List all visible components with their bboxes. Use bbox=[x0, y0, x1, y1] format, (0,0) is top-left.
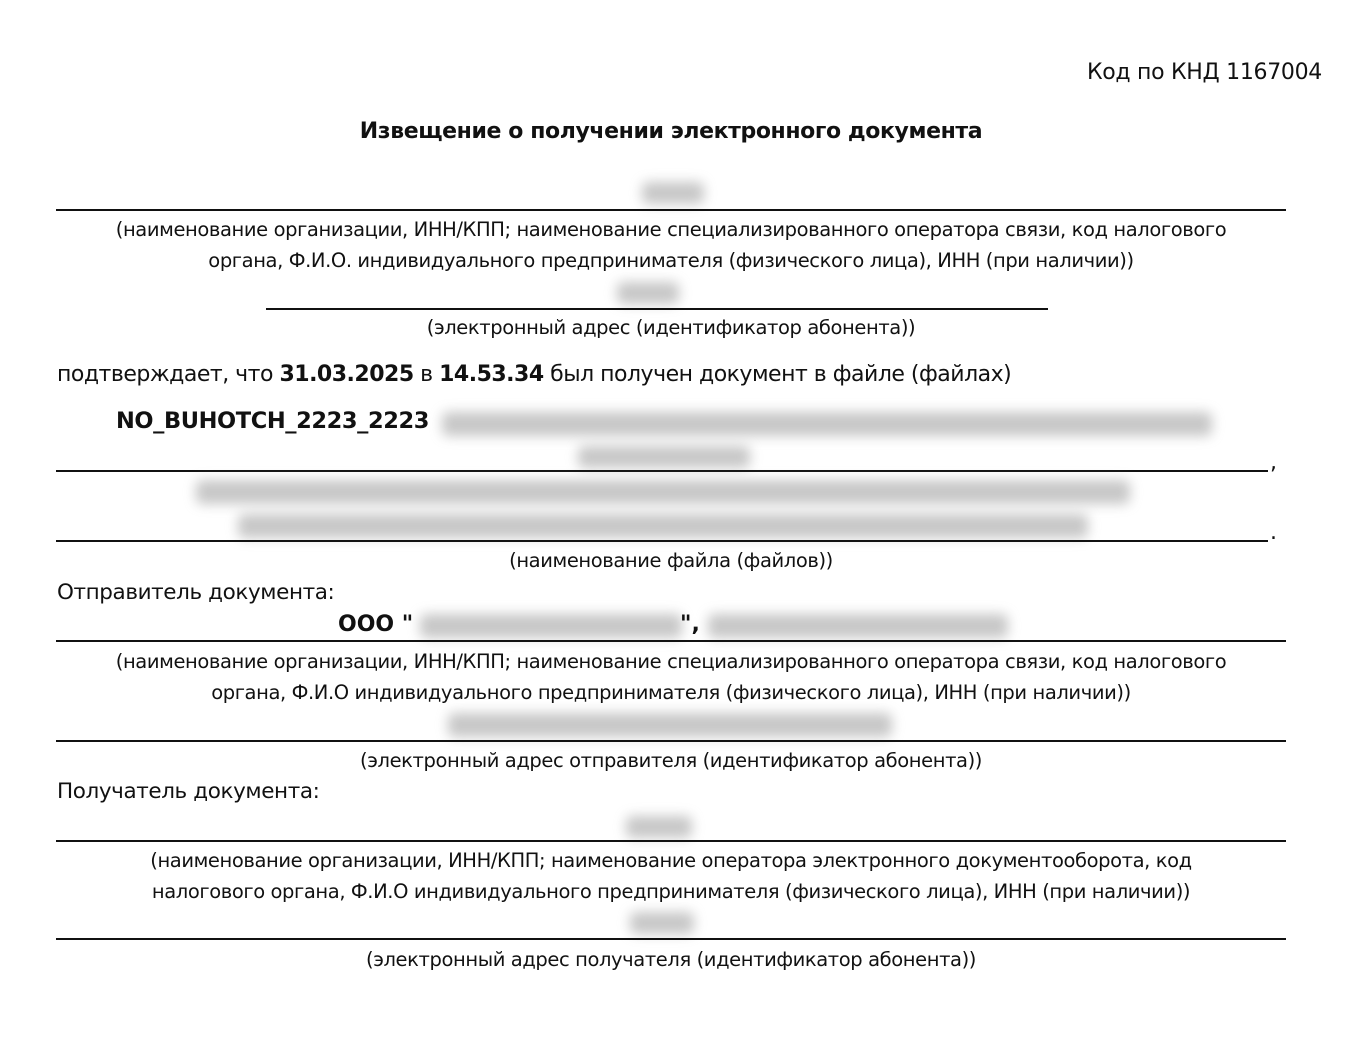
sender-inn-redacted bbox=[708, 614, 1008, 638]
sender-org-name-redacted bbox=[420, 614, 682, 638]
file-names-caption: (наименование файла (файлов)) bbox=[509, 549, 833, 572]
recipient-org-caption bbox=[56, 845, 1286, 907]
receipt-date: 31.03.2025 bbox=[279, 362, 414, 387]
file-name-2-redacted bbox=[196, 480, 1130, 504]
receiver-address-redacted bbox=[617, 282, 679, 304]
confirmation-prefix: подтверждает, что bbox=[57, 362, 280, 387]
confirmation-middle: в bbox=[413, 362, 440, 387]
caption-line: органа, Ф.И.О индивидуального предпринимателя (физического лица), ИНН (при наличии)) bbox=[211, 681, 1131, 704]
caption-line: налогового органа, Ф.И.О индивидуального предпринимателя (физического лица), ИНН (при наличии)) bbox=[151, 880, 1191, 903]
receiver-org-redacted bbox=[642, 182, 704, 204]
file-separator-comma: , bbox=[1270, 450, 1277, 475]
sender-org-prefix: ООО " bbox=[338, 612, 414, 637]
file-name-1-redacted bbox=[442, 412, 1212, 436]
sender-org-line bbox=[56, 640, 1286, 642]
sender-org-caption bbox=[56, 646, 1286, 708]
file-name-1: NO_BUHOTCH_2223_2223 bbox=[116, 408, 430, 434]
file-2-line bbox=[56, 540, 1268, 542]
file-name-2-redacted-line2 bbox=[238, 514, 1088, 538]
recipient-address-line bbox=[56, 938, 1286, 940]
receiver-org-line bbox=[56, 209, 1286, 211]
sender-address-redacted bbox=[448, 713, 892, 737]
recipient-address-redacted bbox=[630, 912, 694, 934]
receiver-address-caption: (электронный адрес (идентификатор абонента)) bbox=[426, 316, 916, 339]
sender-address-line bbox=[56, 740, 1286, 742]
receipt-time: 14.53.34 bbox=[439, 362, 544, 387]
confirmation-suffix: был получен документ в файле (файлах) bbox=[543, 362, 1012, 387]
caption-line: (наименование организации, ИНН/КПП; наименование специализированного оператора связи, код налогового bbox=[115, 650, 1227, 673]
file-separator-period: . bbox=[1270, 520, 1277, 545]
caption-line: (наименование организации, ИНН/КПП; наименование оператора электронного документооборота, код bbox=[150, 849, 1192, 872]
recipient-heading: Получатель документа: bbox=[57, 779, 320, 804]
knd-code: Код по КНД 1167004 bbox=[1086, 60, 1322, 85]
document-title: Извещение о получении электронного документа bbox=[359, 119, 983, 144]
sender-org-suffix: ", bbox=[680, 612, 700, 637]
caption-line: (наименование организации, ИНН/КПП; наименование специализированного оператора связи, код налогового bbox=[115, 218, 1227, 241]
recipient-org-line bbox=[56, 840, 1286, 842]
caption-line: органа, Ф.И.О. индивидуального предпринимателя (физического лица), ИНН (при наличии)) bbox=[208, 249, 1134, 272]
file-1-line bbox=[56, 470, 1268, 472]
sender-heading: Отправитель документа: bbox=[57, 580, 335, 605]
receiver-org-caption bbox=[56, 214, 1286, 276]
sender-address-caption: (электронный адрес отправителя (идентификатор абонента)) bbox=[360, 749, 982, 772]
confirmation-text bbox=[57, 362, 1011, 387]
recipient-org-redacted bbox=[626, 816, 692, 838]
receiver-address-line bbox=[266, 308, 1048, 310]
recipient-address-caption: (электронный адрес получателя (идентификатор абонента)) bbox=[365, 948, 977, 971]
file-name-1-redacted-line2 bbox=[578, 446, 750, 468]
